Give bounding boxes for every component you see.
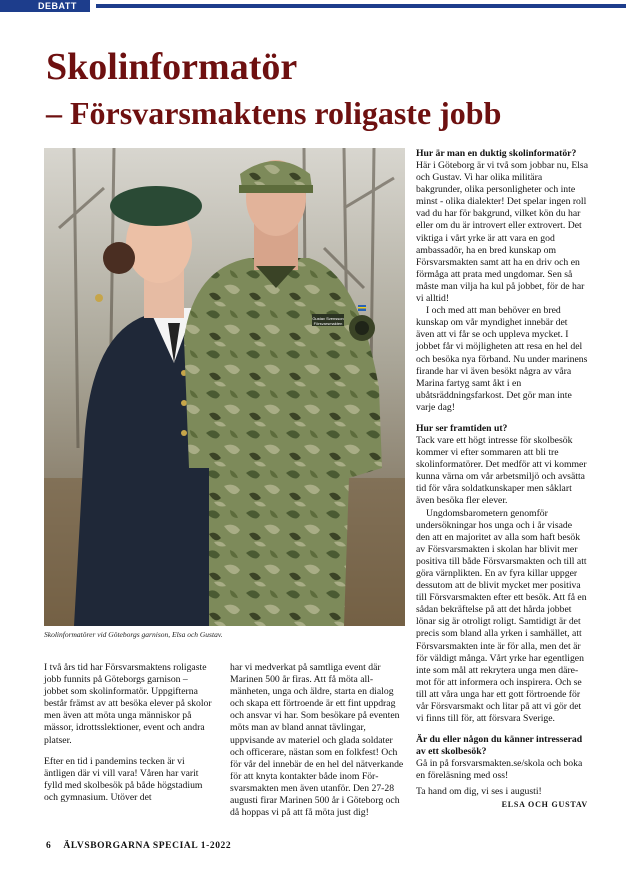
subheading: Är du eller någon du känner intresserad av ett skolbesök? [416, 734, 583, 758]
article-photo [44, 148, 405, 626]
body-paragraph: Gå in på forsvarsmakten.se/skola och boka en föreläsning med oss! [416, 758, 583, 782]
page-footer [46, 841, 231, 851]
body-paragraph: Efter en tid i pandemins tecken är vi äntligen där vi vill vara! Våren har varit fylld med skolbesök på både högstadium och gymnasium. Utöver det [44, 755, 203, 803]
section-header-bar [0, 0, 626, 12]
name-tag-text-2: Försvarsmakten [313, 321, 343, 326]
publication-name: ÄLVSBORGARNA SPECIAL 1-2022 [63, 841, 232, 851]
subheading: Hur ser framtiden ut? [416, 422, 508, 434]
body-paragraph: Tack vare ett högt intresse för skolbesök kommer vi efter sommaren att bli tre skolinformatörer. Det medför att vi kommer kunna värna om vår arbetsmiljö och avsätta tid för våra soldatkunskaper men såklart även besöka fler elever. [416, 434, 587, 507]
photo-caption: Skolinformatörer vid Göteborgs garnison, Elsa och Gustav. [44, 630, 223, 639]
photo-illustration [44, 148, 405, 626]
article-column-3 [416, 148, 588, 809]
body-paragraph: I två års tid har Försvarsmaktens roligaste jobb funnits på Göteborgs garnison – jobbet som skolinformatör. Uppgifterna består främst av att besöka elever på skolor men även att möta unga människor på mässor, idrottsslektioner, event och andra platser. [44, 662, 212, 746]
body-paragraph: I och med att man behöver en bred kunskap om vår myndighet innebär det även att vi får se och uppleva mycket. I jobbet får vi möjligheten att resa en hel del och besöka nya förband. Nu under marinens firande har vi även besökt några av våra Marina fartyg samt åkt i en ubåtsräddningsfarkost. Det gör man inte varje dag! [416, 305, 588, 413]
headline: Skolinformatör [46, 46, 298, 88]
body-paragraph: har vi medverkat på samtliga event där Marinen 500 år firas. Att få möta allmänheten, unga och äldre, starta en dialog och skapa ett förtroende är ett fint uppdrag och ansvar vi har. Som besökare på eventen möts man av bland annat tävlingar, uppvisande av materiel och glada soldater och officerare, nästan som en folkfest! Och för vår del innebär de en hel del nätverkande för att knyta kontakter både inom Försvarsmakten men även utanför. Den 27-28 augusti firar Marinen 500 år i Göteborg och då hoppas vi på att få möta just dig! [230, 662, 404, 819]
page-number: 6 [46, 841, 52, 851]
section-tag [0, 0, 90, 12]
subheading: Hur är man en duktig skolinformatör? [416, 148, 577, 159]
section-tag-label: DEBATT [38, 1, 77, 11]
body-paragraph: Ungdomsbarometern genomför undersökningar hos unga och i år visade den att en majoritet av alla som haft besök av Försvarsmakten i skolan har blivit mer positiva till både Försvarsmakten och till att göra värnplikten. En av fyra killar uppger dessutom att de blivit mycket mer positiva till Försvarsmakten efter ett besök. Att få en sådan bekräftelse på att det hårda jobbet lönar sig är otroligt roligt. Samtidigt är det precis som bland alla yrken i samhället, att Försvarsmakten inte är för alla, men det är för väldigt många. Vårt yrke har egentligen inte som mål att rekrytera unga men däremot för att informera och inspirera. Och se till att våra unga har ett gott förtroende för vår Försvarsmakt och litar på att vi gör det vi finns till för, att försvara Sverige. [416, 507, 587, 725]
subheadline: – Försvarsmaktens roligaste jobb [46, 95, 502, 131]
article-column-1 [44, 662, 214, 804]
body-paragraph: Här i Göteborg är vi två som jobbar nu, Elsa och Gustav. Vi har olika militära bakgrunder, olika personligheter och inte minst - olika dialekter! Det spelar ingen roll vad du har för bakgrund, vilket kön du har eller om du är introvert eller extrovert. Det viktiga i vårt yrke är att vara en god ambassadör, ha en bred kunskap om Försvarsmakten samt att ha en driv och en förmåga att prata med ungdomar. Sen så måste man vilja ha kul på jobbet, för de har vi alltid! [416, 160, 589, 305]
body-paragraph: Ta hand om dig, vi ses i augusti! [416, 786, 542, 798]
header-rule [96, 4, 626, 8]
author-signature: ELSA OCH GUSTAV [501, 799, 588, 809]
article-column-2 [230, 662, 407, 819]
name-tag-text-1: Gustav Svensson [312, 316, 344, 321]
